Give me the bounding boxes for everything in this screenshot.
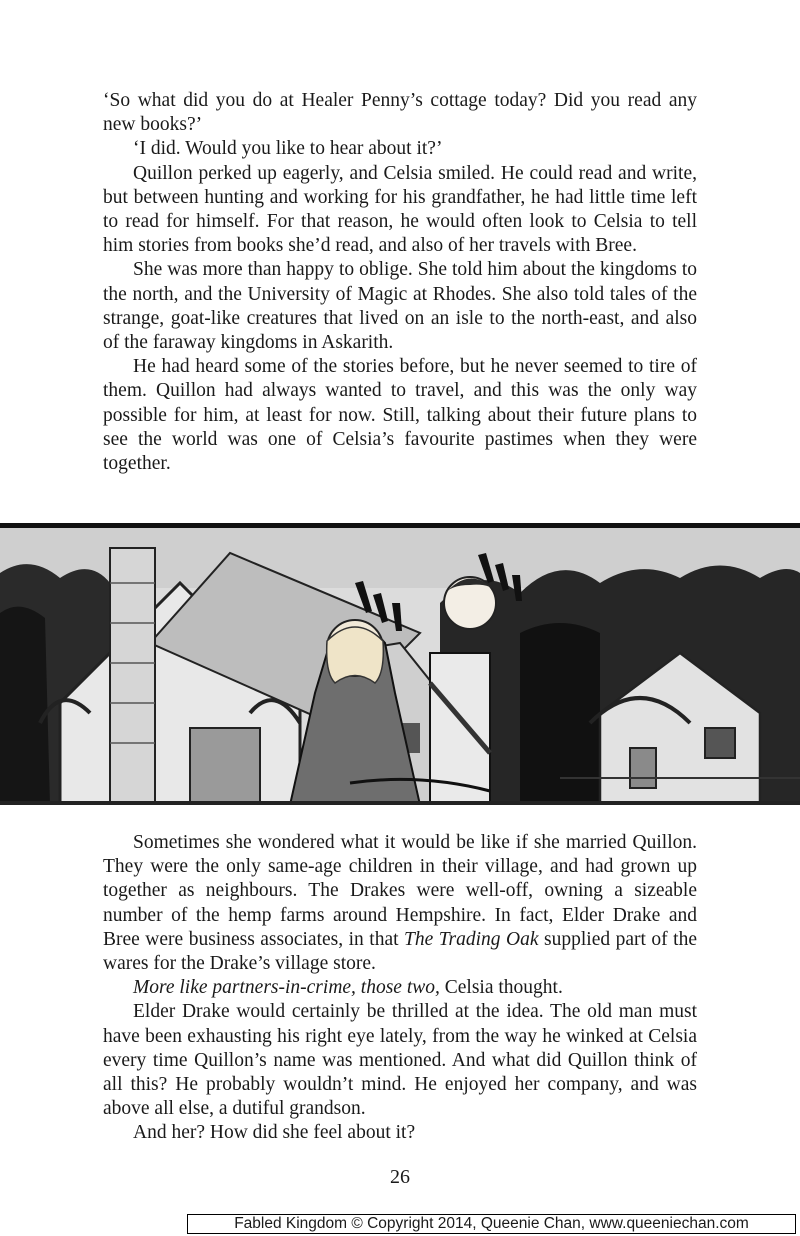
paragraph: He had heard some of the stories before, but he never seemed to tire of them. Quillon had always wanted to travel, and this was the only way possible for him, at least for now. Still, talking about their future plans to see the world was one of Celsia’s favourite pastimes when they were together. <box>103 356 697 475</box>
paragraph: ‘I did. Would you like to hear about it?’ <box>133 138 443 160</box>
text-span: Sometimes she wondered what it would be like if she married Quillon. They were the only same-age children in their village, and had grown up together as neighbours. The Drakes were well-off, owning a sizeable number of the hemp farms around Hempshire. In fact, Elder Drake and Bree were business associates, in that <box>103 832 697 950</box>
village-scene-image <box>0 523 800 805</box>
thought-italic: More like partners-in-crime, those two, <box>133 977 440 999</box>
paragraph: Quillon perked up eagerly, and Celsia smiled. He could read and write, but between hunting and working for his grandfather, he had little time left to read for himself. For that reason, he would often look to Celsia to tell him stories from books she’d read, and also of her travels with Bree. <box>103 162 697 257</box>
paragraph: ‘So what did you do at Healer Penny’s cottage today? Did you read any new books?’ <box>103 90 697 136</box>
text-block-bottom <box>103 831 697 1146</box>
text-span: supplied part of the wares for the Drake’s village store. <box>103 928 697 975</box>
shop-name-italic: The Trading Oak <box>404 928 539 950</box>
text-block-top <box>103 89 697 476</box>
paragraph <box>103 976 697 1000</box>
paragraph: Elder Drake would certainly be thrilled at the idea. The old man must have been exhausting his right eye lately, from the way he winked at Celsia every time Quillon’s name was mentioned. And what did Quillon think of all this? He probably wouldn’t mind. He enjoyed her company, and was above all else, a dutiful grandson. <box>103 1001 697 1120</box>
page-number: 26 <box>390 1166 410 1188</box>
paragraph <box>103 831 697 976</box>
paragraph: She was more than happy to oblige. She told him about the kingdoms to the north, and the University of Magic at Rhodes. She also told tales of the strange, goat-like creatures that lived on an isle to the north-east, and also of the faraway kingdoms in Askarith. <box>103 259 697 354</box>
text-span: Celsia thought. <box>439 977 563 999</box>
paragraph: And her? How did she feel about it? <box>133 1122 416 1144</box>
copyright-notice: Fabled Kingdom © Copyright 2014, Queenie Chan, www.queeniechan.com <box>187 1214 796 1234</box>
manga-illustration <box>0 523 800 805</box>
